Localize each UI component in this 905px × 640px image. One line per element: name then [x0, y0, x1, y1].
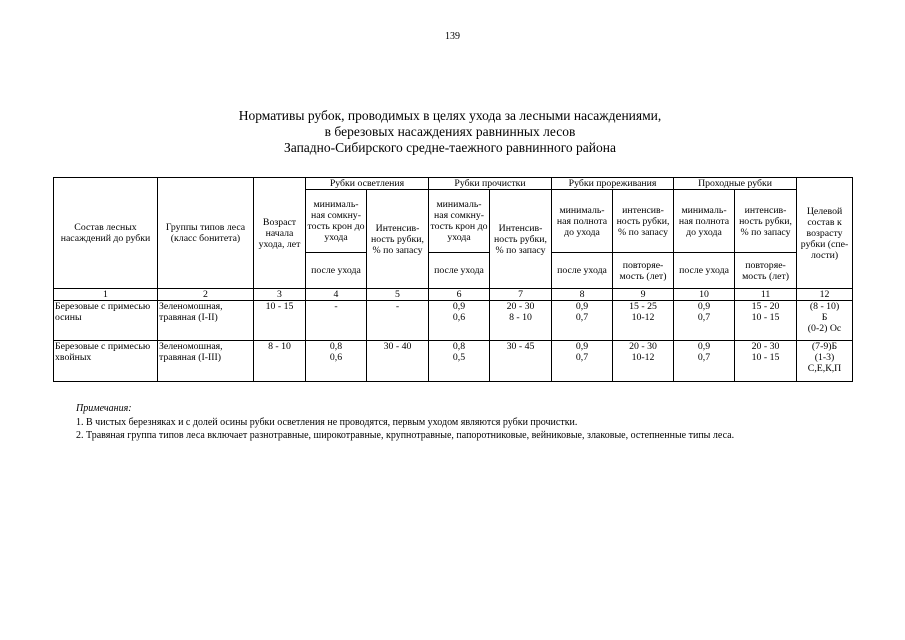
column-number: 9	[613, 289, 674, 301]
cell-osv-closure	[306, 301, 367, 341]
value-second: 8 - 10	[509, 312, 532, 323]
header-min-density: минималь-ная полнота до ухода	[674, 190, 735, 253]
value-before: 0,8	[329, 341, 343, 352]
header-repeatability: повторяе-мость (лет)	[613, 253, 674, 289]
header-intensity: Интенсив-ность рубки, % по запасу	[367, 190, 429, 289]
column-number: 1	[54, 289, 158, 301]
value-first: 30 - 45	[506, 341, 535, 352]
column-number: 11	[735, 289, 797, 301]
composition-line: (1-3)	[814, 352, 835, 363]
cell-forest-types: Зеленомошная, травяная (I-III)	[158, 341, 254, 382]
value-repeatability: 10 - 15	[751, 312, 780, 323]
header-min-density: минималь-ная полнота до ухода	[552, 190, 613, 253]
header-intensity: интенсив-ность рубки, % по запасу	[613, 190, 674, 253]
cell-prr-intensity	[613, 301, 674, 341]
cell-prr-intensity	[613, 341, 674, 382]
header-min-closure: минималь-ная сомкну-тость крон до ухода	[306, 190, 367, 253]
header-after: после ухода	[429, 253, 490, 289]
column-number: 7	[490, 289, 552, 301]
table-row	[54, 301, 853, 341]
cell-osv-intensity: -	[367, 301, 429, 341]
value-before: 0,9	[575, 301, 589, 312]
value-after: 0,7	[575, 312, 589, 323]
cell-prh-density	[674, 341, 735, 382]
column-number: 8	[552, 289, 613, 301]
header-group-prochistka: Рубки прочистки	[429, 178, 552, 190]
column-number: 4	[306, 289, 367, 301]
column-number: 3	[254, 289, 306, 301]
composition-line: (7-9)Б	[811, 341, 838, 352]
composition-line: С,Е,К,П	[807, 363, 842, 374]
cell-composition: Березовые с примесью хвойных	[54, 341, 158, 382]
header-repeatability: повторяе-мость (лет)	[735, 253, 797, 289]
cell-target-composition	[797, 301, 853, 341]
value-before: 0,9	[697, 341, 711, 352]
header-group-osvetlenie: Рубки осветления	[306, 178, 429, 190]
cell-osv-closure	[306, 341, 367, 382]
value-intensity: 15 - 25	[629, 301, 657, 312]
value-after: 0,6	[452, 312, 466, 323]
header-group-prohodnye: Проходные рубки	[674, 178, 797, 190]
cell-start-age: 8 - 10	[254, 341, 306, 382]
title-line: в березовых насаждениях равнинных лесов	[324, 124, 576, 139]
cell-pro-intensity	[490, 301, 552, 341]
header-after: после ухода	[306, 253, 367, 289]
title-line: Нормативы рубок, проводимых в целях ухода за лесными насаждениями,	[238, 108, 662, 123]
document-title	[150, 108, 750, 156]
cell-start-age: 10 - 15	[254, 301, 306, 341]
value-after: 0,5	[452, 352, 466, 363]
composition-line: (0-2) Ос	[807, 323, 842, 334]
cell-pro-closure	[429, 301, 490, 341]
composition-line: Б	[821, 312, 828, 323]
cell-pro-intensity	[490, 341, 552, 382]
header-target-composition: Целевой состав к возрасту рубки (спе-лости)	[797, 178, 853, 289]
cell-osv-intensity: 30 - 40	[367, 341, 429, 382]
page-number: 139	[445, 31, 460, 42]
cell-prh-density	[674, 301, 735, 341]
header-group-prorezhivanie: Рубки прореживания	[552, 178, 674, 190]
cell-prh-intensity	[735, 301, 797, 341]
value-after: 0,6	[329, 352, 343, 363]
table-row	[54, 341, 853, 382]
column-number: 5	[367, 289, 429, 301]
value-after: 0,7	[697, 352, 711, 363]
header-after: после ухода	[674, 253, 735, 289]
value-repeatability: 10 - 15	[751, 352, 780, 363]
column-number: 10	[674, 289, 735, 301]
value-before: 0,9	[575, 341, 589, 352]
composition-line: (8 - 10)	[809, 301, 840, 312]
note-item: 2. Травяная группа типов леса включает разнотравные, широкотравные, крупнотравные, папоротниковые, вейниковые, злаковые, остепненные типы леса.	[76, 430, 735, 441]
value-before: 0,9	[452, 301, 466, 312]
norms-table	[53, 177, 853, 382]
cell-prr-density	[552, 341, 613, 382]
cell-prh-intensity	[735, 341, 797, 382]
header-min-closure: минималь-ная сомкну-тость крон до ухода	[429, 190, 490, 253]
header-composition: Состав лесных насаждений до рубки	[54, 178, 158, 289]
value-before: -	[334, 301, 338, 312]
cell-forest-types: Зеленомошная, травяная (I-II)	[158, 301, 254, 341]
value-before: 0,9	[697, 301, 711, 312]
header-forest-types: Группы типов леса (класс бонитета)	[158, 178, 254, 289]
note-item: 1. В чистых березняках и с долей осины рубки осветления не проводятся, первым уходом являются рубки прочистки.	[76, 416, 578, 428]
column-number: 6	[429, 289, 490, 301]
cell-prr-density	[552, 301, 613, 341]
column-number: 2	[158, 289, 254, 301]
header-after: после ухода	[552, 253, 613, 289]
value-intensity: 20 - 30	[751, 341, 780, 352]
header-intensity: Интенсив-ность рубки, % по запасу	[490, 190, 552, 289]
cell-composition: Березовые с примесью осины	[54, 301, 158, 341]
notes-header: Примечания:	[76, 403, 132, 414]
value-before: 0,8	[452, 341, 466, 352]
value-repeatability: 10-12	[631, 352, 655, 363]
value-after: 0,7	[697, 312, 711, 323]
value-repeatability: 10-12	[631, 312, 655, 323]
notes	[62, 402, 852, 443]
value-after: 0,7	[575, 352, 589, 363]
column-number: 12	[797, 289, 853, 301]
header-start-age: Возраст начала ухода, лет	[254, 178, 306, 289]
title-line: Западно-Сибирского средне-таежного равнинного района	[284, 140, 616, 155]
value-first: 20 - 30	[506, 301, 535, 312]
cell-pro-closure	[429, 341, 490, 382]
value-intensity: 15 - 20	[751, 301, 780, 312]
cell-target-composition	[797, 341, 853, 382]
value-intensity: 20 - 30	[629, 341, 657, 352]
header-intensity: интенсив-ность рубки, % по запасу	[735, 190, 797, 253]
